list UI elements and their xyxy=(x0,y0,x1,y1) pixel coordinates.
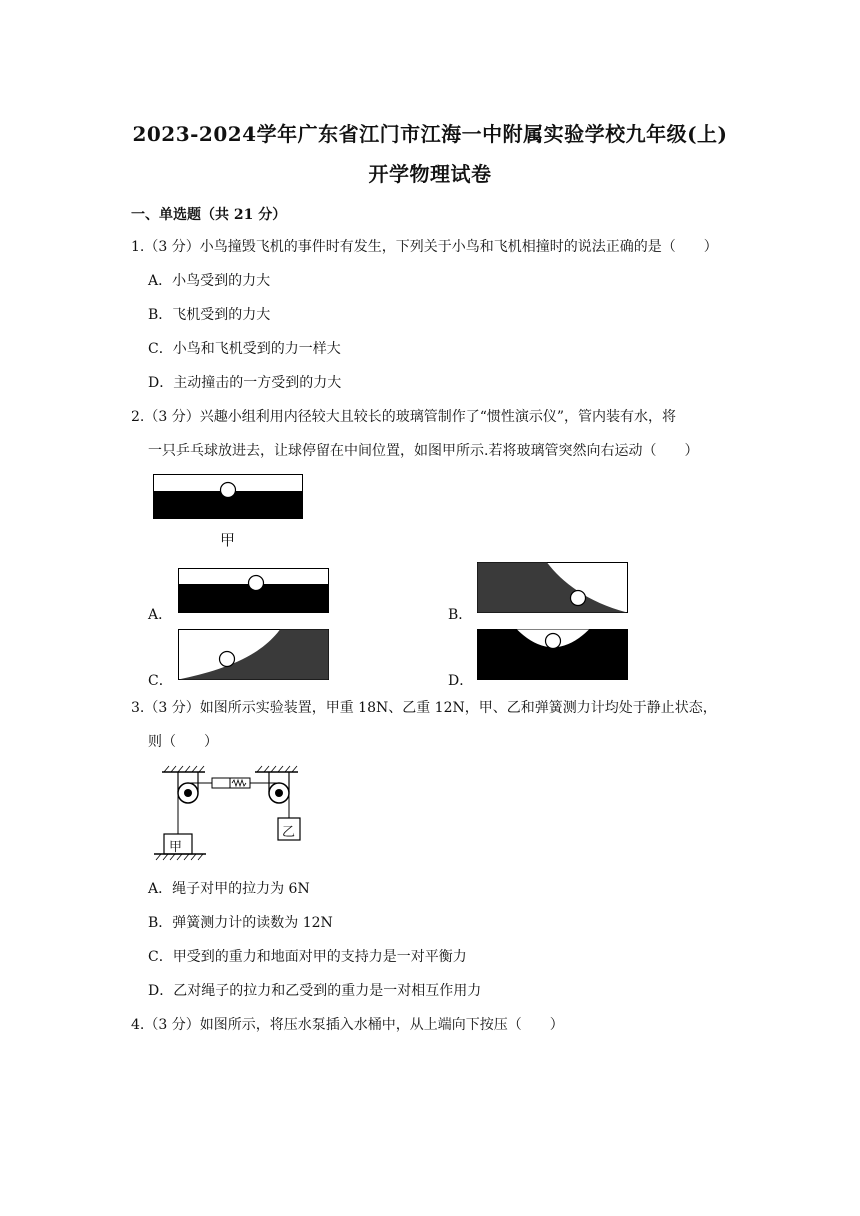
exam-title-line1: 2023-2024学年广东省江门市江海一中附属实验学校九年级(上) xyxy=(132,122,728,146)
question-4-text: 4.（3 分）如图所示，将压水泵插入水桶中，从上端向下按压（ ） xyxy=(131,1017,564,1033)
q2-option-d-label: D． xyxy=(448,673,474,689)
block-yi-label: 乙 xyxy=(282,825,296,840)
q2-option-c-figure xyxy=(178,629,330,681)
section-heading: 一、单选题（共 21 分） xyxy=(131,207,287,223)
q2-option-a-figure xyxy=(178,568,330,614)
q3-option-b: B．弹簧测力计的读数为 12N xyxy=(148,915,333,931)
question-1-text: 1.（3 分）小鸟撞毁飞机的事件时有发生，下列关于小鸟和飞机相撞时的说法正确的是（ ） xyxy=(131,239,718,255)
q2-option-b-label: B． xyxy=(448,607,473,623)
figure-jia-label: 甲 xyxy=(220,531,236,549)
block-jia-label: 甲 xyxy=(169,840,183,855)
q3-option-c: C．甲受到的重力和地面对甲的支持力是一对平衡力 xyxy=(148,949,467,965)
question-3-text-line2: 则（ ） xyxy=(148,734,218,750)
question-2-text-line1: 2.（3 分）兴趣小组利用内径较大且较长的玻璃管制作了“惯性演示仪”，管内装有水，将 xyxy=(131,409,677,425)
q1-option-d: D．主动撞击的一方受到的力大 xyxy=(148,375,342,391)
exam-title-line2: 开学物理试卷 xyxy=(368,162,492,186)
q1-option-a: A．小鸟受到的力大 xyxy=(148,273,271,289)
question-2-text-line2: 一只乒乓球放进去，让球停留在中间位置，如图甲所示.若将玻璃管突然向右运动（ ） xyxy=(148,443,699,459)
q1-option-c: C．小鸟和飞机受到的力一样大 xyxy=(148,341,341,357)
q2-option-c-label: C． xyxy=(148,673,173,689)
q3-option-d: D．乙对绳子的拉力和乙受到的重力是一对相互作用力 xyxy=(148,983,482,999)
figure-jia-tube xyxy=(153,474,303,520)
q2-option-a-label: A． xyxy=(148,607,173,623)
q3-option-a: A．绳子对甲的拉力为 6N xyxy=(148,881,310,897)
q2-option-b-figure xyxy=(477,562,629,614)
q1-option-b: B．飞机受到的力大 xyxy=(148,307,271,323)
question-3-text-line1: 3.（3 分）如图所示实验装置，甲重 18N、乙重 12N，甲、乙和弹簧测力计均处于静止状态， xyxy=(131,700,717,716)
q2-option-d-figure xyxy=(477,629,629,681)
